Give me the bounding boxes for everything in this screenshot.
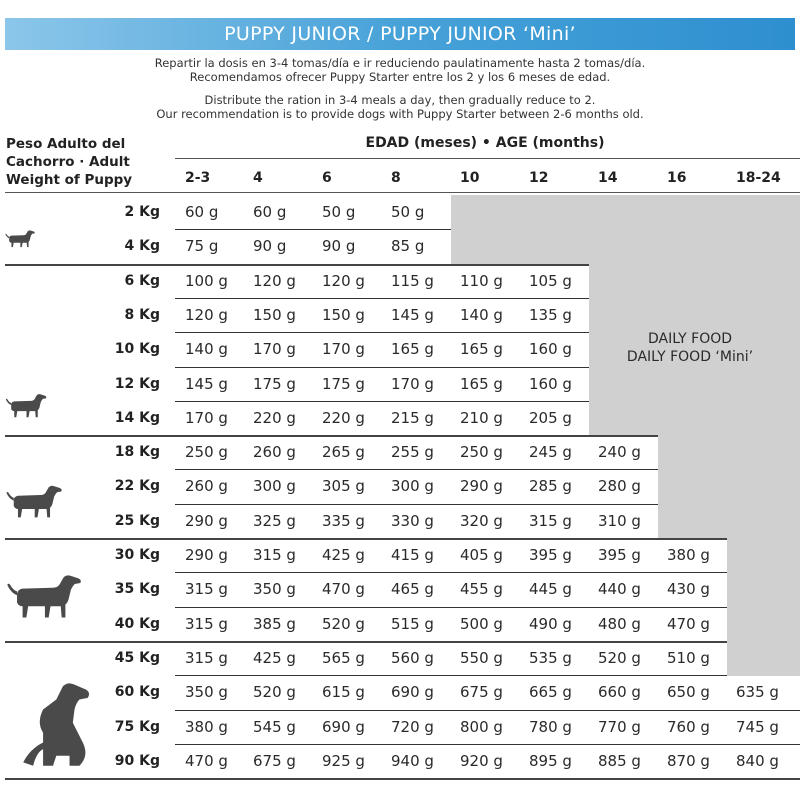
intro-es-line-1: Repartir la dosis en 3-4 tomas/día e ir reduciendo paulatinamente hasta 2 tomas/día. — [154, 56, 646, 70]
ration-cell: 90 g — [253, 237, 287, 256]
age-column-label: 12 — [529, 170, 549, 186]
ration-cell: 315 g — [185, 580, 228, 599]
table-row — [0, 572, 800, 606]
ration-cell: 260 g — [185, 477, 228, 496]
ration-cell: 840 g — [736, 751, 779, 770]
ration-cell: 430 g — [667, 580, 710, 599]
ration-cell: 285 g — [529, 477, 572, 496]
weight-label: 4 Kg — [124, 238, 160, 255]
ration-cell: 665 g — [529, 683, 572, 702]
large-dog-icon — [4, 562, 84, 632]
ration-cell: 240 g — [598, 443, 641, 462]
ration-cell: 215 g — [391, 408, 434, 427]
small-dog-icon — [4, 387, 48, 425]
intro-en-line-1: Distribute the ration in 3-4 meals a day, then gradually reduce to 2. — [204, 93, 596, 107]
ration-cell: 315 g — [253, 546, 296, 564]
ration-cell: 635 g — [736, 683, 779, 702]
ration-cell: 120 g — [185, 305, 228, 324]
ration-cell: 220 g — [253, 408, 296, 427]
group-divider — [5, 778, 800, 780]
age-column-label: 4 — [253, 170, 263, 186]
weight-header-line-3: Weight of Puppy — [6, 172, 133, 188]
ration-cell: 380 g — [667, 546, 710, 564]
table-row — [0, 298, 800, 332]
ration-cell: 165 g — [460, 374, 503, 393]
ration-cell: 90 g — [322, 237, 356, 256]
weight-label: 14 Kg — [114, 409, 160, 426]
weight-label: 30 Kg — [114, 547, 160, 563]
ration-cell: 170 g — [185, 408, 228, 427]
ration-cell: 770 g — [598, 717, 641, 736]
ration-cell: 150 g — [253, 305, 296, 324]
intro-spanish — [0, 56, 800, 84]
ration-cell: 550 g — [460, 648, 503, 667]
ration-cell: 110 g — [460, 271, 503, 290]
intro-en-line-2: Our recommendation is to provide dogs with Puppy Starter between 2-6 months old. — [156, 107, 644, 121]
ration-cell: 745 g — [736, 717, 779, 736]
giant-dog-icon — [4, 683, 102, 769]
ration-cell: 920 g — [460, 751, 503, 770]
ration-cell: 120 g — [322, 271, 365, 290]
ration-cell: 895 g — [529, 751, 572, 770]
table-row — [0, 195, 800, 229]
ration-cell: 385 g — [253, 614, 296, 633]
ration-cell: 210 g — [460, 408, 503, 427]
weight-header-line-1: Peso Adulto del — [6, 136, 126, 152]
ration-cell: 100 g — [185, 271, 228, 290]
ration-cell: 305 g — [322, 477, 365, 496]
table-row — [0, 538, 800, 572]
ration-cell: 50 g — [322, 203, 356, 221]
table-row — [0, 675, 800, 709]
table-row — [0, 641, 800, 675]
ration-cell: 145 g — [391, 305, 434, 324]
ration-cell: 160 g — [529, 340, 572, 359]
ration-cell: 760 g — [667, 717, 710, 736]
ration-cell: 395 g — [598, 546, 641, 564]
age-column-label: 18-24 — [736, 170, 781, 186]
ration-cell: 160 g — [529, 374, 572, 393]
ration-cell: 490 g — [529, 614, 572, 633]
ration-cell: 500 g — [460, 614, 503, 633]
ration-cell: 940 g — [391, 751, 434, 770]
age-column-label: 6 — [322, 170, 332, 186]
age-header-rule — [175, 158, 800, 159]
ration-cell: 565 g — [322, 648, 365, 667]
age-header: EDAD (meses) • AGE (months) — [365, 135, 605, 151]
title-banner: PUPPY JUNIOR / PUPPY JUNIOR ‘Mini’ — [5, 18, 795, 50]
ration-cell: 205 g — [529, 408, 572, 427]
intro-english — [0, 93, 800, 121]
ration-cell: 440 g — [598, 580, 641, 599]
ration-cell: 350 g — [185, 683, 228, 702]
ration-cell: 250 g — [460, 443, 503, 462]
ration-cell: 780 g — [529, 717, 572, 736]
ration-cell: 925 g — [322, 751, 365, 770]
ration-cell: 330 g — [391, 511, 434, 530]
age-column-label: 14 — [598, 170, 618, 186]
age-column-label: 8 — [391, 170, 401, 186]
ration-cell: 145 g — [185, 374, 228, 393]
weight-label: 10 Kg — [114, 341, 160, 358]
ration-cell: 175 g — [253, 374, 296, 393]
ration-cell: 415 g — [391, 546, 434, 564]
table-row — [0, 264, 800, 298]
ration-cell: 520 g — [598, 648, 641, 667]
ration-cell: 140 g — [185, 340, 228, 359]
ration-cell: 425 g — [322, 546, 365, 564]
ration-cell: 690 g — [322, 717, 365, 736]
ration-cell: 350 g — [253, 580, 296, 599]
daily-food-note — [590, 330, 790, 366]
age-column-label: 16 — [667, 170, 687, 186]
ration-cell: 50 g — [391, 203, 425, 221]
ration-cell: 405 g — [460, 546, 503, 564]
ration-cell: 300 g — [391, 477, 434, 496]
ration-cell: 650 g — [667, 683, 710, 702]
ration-cell: 75 g — [185, 237, 219, 256]
age-column-label: 2-3 — [185, 170, 211, 186]
weight-label: 60 Kg — [114, 684, 160, 701]
ration-cell: 265 g — [322, 443, 365, 462]
weight-label: 75 Kg — [114, 718, 160, 735]
table-row — [0, 401, 800, 435]
ration-cell: 470 g — [667, 614, 710, 633]
ration-cell: 520 g — [322, 614, 365, 633]
ration-cell: 165 g — [460, 340, 503, 359]
ration-cell: 165 g — [391, 340, 434, 359]
weight-label: 6 Kg — [124, 272, 160, 289]
ration-cell: 675 g — [460, 683, 503, 702]
ration-cell: 455 g — [460, 580, 503, 599]
table-row — [0, 367, 800, 401]
ration-cell: 320 g — [460, 511, 503, 530]
ration-cell: 425 g — [253, 648, 296, 667]
weight-label: 90 Kg — [114, 752, 160, 769]
ration-cell: 885 g — [598, 751, 641, 770]
medium-dog-icon — [4, 476, 64, 528]
header-rule — [5, 192, 800, 193]
weight-label: 2 Kg — [124, 204, 160, 220]
age-column-label: 10 — [460, 170, 480, 186]
ration-cell: 85 g — [391, 237, 425, 256]
ration-cell: 290 g — [185, 546, 228, 564]
ration-cell: 480 g — [598, 614, 641, 633]
weight-label: 22 Kg — [114, 478, 160, 495]
intro-es-line-2: Recomendamos ofrecer Puppy Starter entre los 2 y los 6 meses de edad. — [189, 70, 611, 84]
daily-food-line-1: DAILY FOOD — [647, 331, 733, 347]
ration-cell: 510 g — [667, 648, 710, 667]
ration-cell: 470 g — [322, 580, 365, 599]
ration-cell: 290 g — [460, 477, 503, 496]
ration-cell: 250 g — [185, 443, 228, 462]
ration-cell: 260 g — [253, 443, 296, 462]
ration-cell: 280 g — [598, 477, 641, 496]
weight-label: 12 Kg — [114, 375, 160, 392]
weight-label: 45 Kg — [114, 649, 160, 666]
ration-cell: 690 g — [391, 683, 434, 702]
ration-cell: 315 g — [185, 614, 228, 633]
daily-food-line-2: DAILY FOOD ‘Mini’ — [626, 349, 754, 365]
ration-cell: 315 g — [529, 511, 572, 530]
toy-dog-icon — [4, 226, 36, 252]
ration-cell: 135 g — [529, 305, 572, 324]
ration-cell: 325 g — [253, 511, 296, 530]
ration-cell: 170 g — [253, 340, 296, 359]
ration-cell: 60 g — [185, 203, 219, 221]
table-row — [0, 504, 800, 538]
ration-cell: 380 g — [185, 717, 228, 736]
ration-cell: 615 g — [322, 683, 365, 702]
weight-column-header — [6, 135, 132, 189]
table-row — [0, 229, 800, 263]
ration-cell: 445 g — [529, 580, 572, 599]
ration-cell: 470 g — [185, 751, 228, 770]
ration-cell: 170 g — [391, 374, 434, 393]
ration-cell: 520 g — [253, 683, 296, 702]
ration-cell: 335 g — [322, 511, 365, 530]
ration-cell: 560 g — [391, 648, 434, 667]
table-row — [0, 435, 800, 469]
table-row — [0, 607, 800, 641]
ration-cell: 545 g — [253, 717, 296, 736]
ration-cell: 395 g — [529, 546, 572, 564]
ration-cell: 535 g — [529, 648, 572, 667]
ration-cell: 140 g — [460, 305, 503, 324]
ration-cell: 220 g — [322, 408, 365, 427]
weight-label: 40 Kg — [114, 615, 160, 632]
ration-cell: 310 g — [598, 511, 641, 530]
ration-cell: 245 g — [529, 443, 572, 462]
weight-label: 18 Kg — [114, 444, 160, 461]
ration-cell: 515 g — [391, 614, 434, 633]
weight-header-line-2: Cachorro · Adult — [6, 154, 130, 170]
weight-label: 25 Kg — [114, 512, 160, 529]
ration-cell: 300 g — [253, 477, 296, 496]
ration-cell: 465 g — [391, 580, 434, 599]
ration-cell: 800 g — [460, 717, 503, 736]
ration-cell: 105 g — [529, 271, 572, 290]
ration-cell: 60 g — [253, 203, 287, 221]
weight-label: 35 Kg — [114, 581, 160, 598]
ration-cell: 315 g — [185, 648, 228, 667]
ration-cell: 720 g — [391, 717, 434, 736]
ration-cell: 675 g — [253, 751, 296, 770]
ration-cell: 120 g — [253, 271, 296, 290]
ration-cell: 255 g — [391, 443, 434, 462]
ration-cell: 150 g — [322, 305, 365, 324]
ration-cell: 175 g — [322, 374, 365, 393]
table-row — [0, 469, 800, 503]
ration-cell: 660 g — [598, 683, 641, 702]
table-row — [0, 744, 800, 778]
table-row — [0, 710, 800, 744]
ration-cell: 870 g — [667, 751, 710, 770]
ration-cell: 115 g — [391, 271, 434, 290]
weight-label: 8 Kg — [124, 306, 160, 323]
ration-cell: 290 g — [185, 511, 228, 530]
ration-cell: 170 g — [322, 340, 365, 359]
